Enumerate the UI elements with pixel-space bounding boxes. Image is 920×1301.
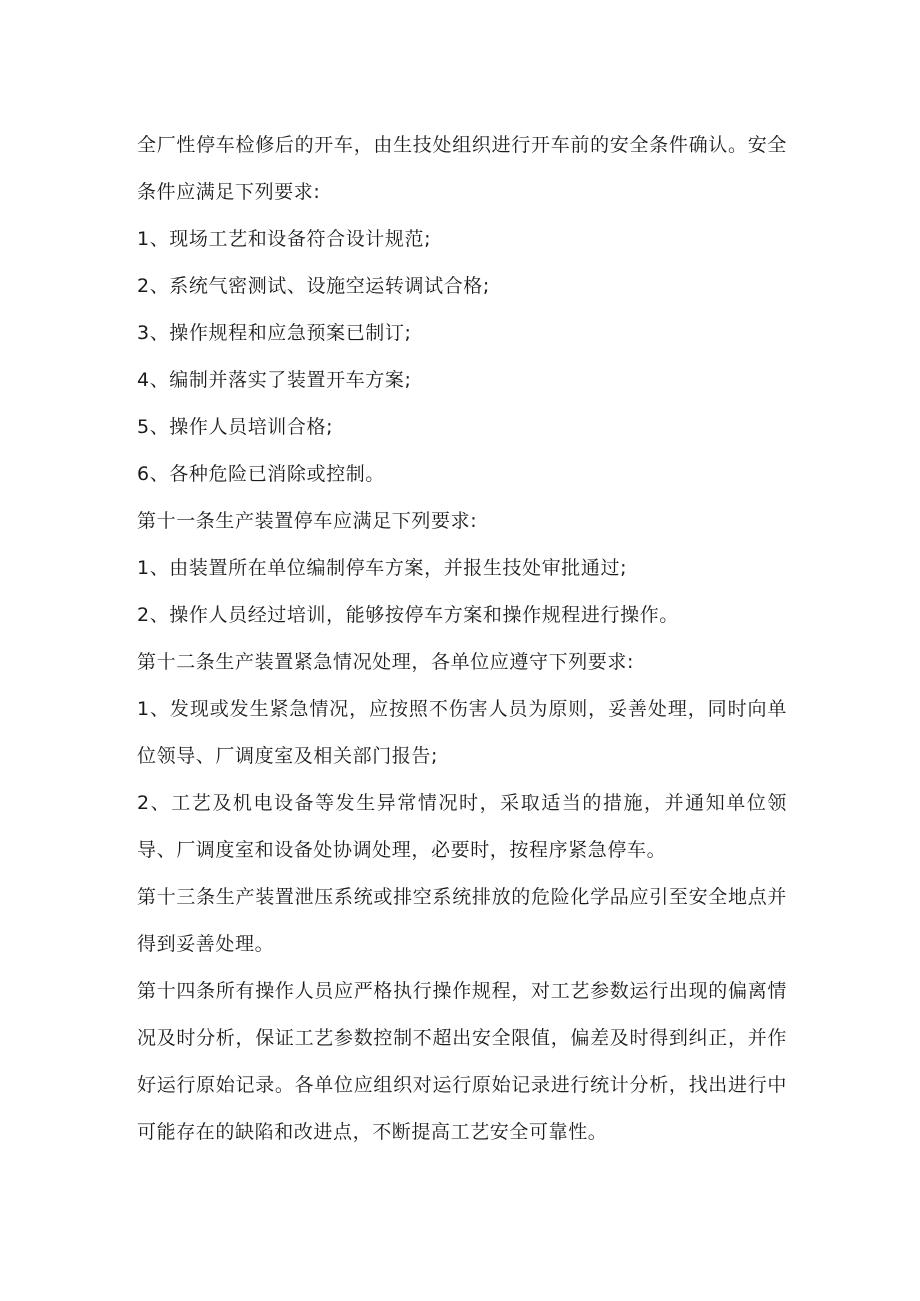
document-body — [137, 122, 787, 1156]
article-11-item-2: 2、操作人员经过培训，能够按停车方案和操作规程进行操作。 — [137, 604, 679, 626]
article-14-paragraph: 第十四条所有操作人员应严格执行操作规程，对工艺参数运行出现的偏离情况及时分析，保证工艺参数控制不超出安全限值，偏差及时得到纠正，并作好运行原始记录。各单位应组织对运行原始记录进行统计分析，找出进行中可能存在的缺陷和改进点，不断提高工艺安全可靠性。 — [137, 980, 787, 1143]
list-item-3-procedures: 3、操作规程和应急预案已制订; — [137, 322, 412, 344]
article-12-item-1: 1、发现或发生紧急情况，应按照不伤害人员为原则，妥善处理，同时向单位领导、厂调度室及相关部门报告; — [137, 698, 787, 767]
list-item-5-training: 5、操作人员培训合格; — [137, 416, 334, 438]
list-item-6-hazards: 6、各种危险已消除或控制。 — [137, 463, 385, 485]
article-12-item-2: 2、工艺及机电设备等发生异常情况时，采取适当的措施，并通知单位领导、厂调度室和设备处协调处理，必要时，按程序紧急停车。 — [137, 792, 787, 861]
article-11-heading: 第十一条生产装置停车应满足下列要求: — [137, 510, 478, 532]
list-item-1-site-process: 1、现场工艺和设备符合设计规范; — [137, 228, 432, 250]
article-13-paragraph: 第十三条生产装置泄压系统或排空系统排放的危险化学品应引至安全地点并得到妥善处理。 — [137, 886, 787, 955]
list-item-2-airtight-test: 2、系统气密测试、设施空运转调试合格; — [137, 275, 490, 297]
paragraph-safety-conditions-intro: 全厂性停车检修后的开车，由生技处组织进行开车前的安全条件确认。安全条件应满足下列要求: — [137, 134, 787, 203]
list-item-4-startup-plan: 4、编制并落实了装置开车方案; — [137, 369, 412, 391]
article-11-item-1: 1、由装置所在单位编制停车方案，并报生技处审批通过; — [137, 557, 628, 579]
article-12-heading: 第十二条生产装置紧急情况处理，各单位应遵守下列要求: — [137, 651, 635, 673]
